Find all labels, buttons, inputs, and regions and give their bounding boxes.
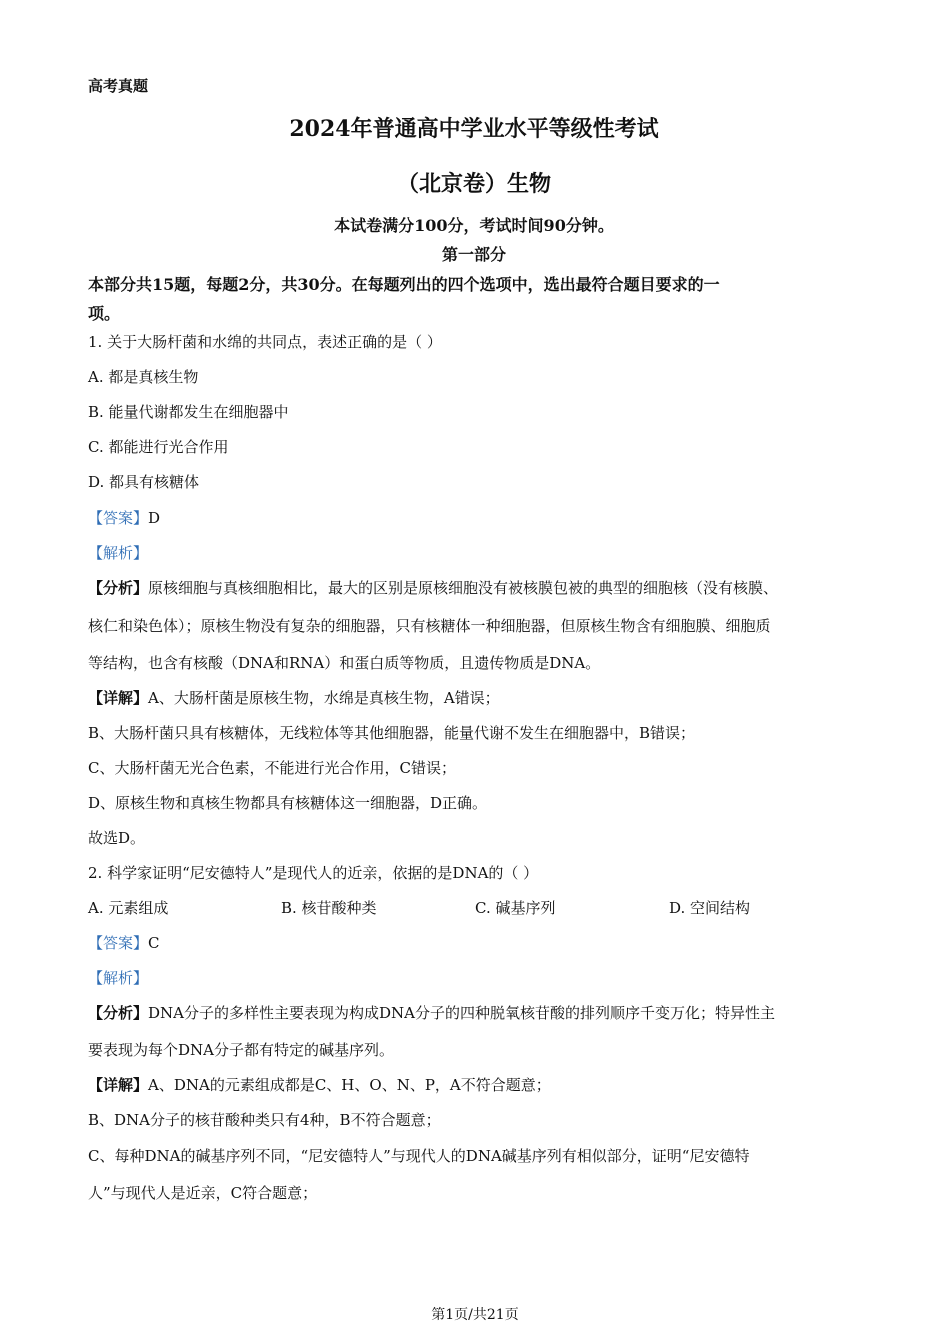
- q2-xiangjie-line-1: [88, 1075, 551, 1095]
- fenxi-text: 原核细胞与真核细胞相比，最大的区别是原核细胞没有被核膜包被的典型的细胞核（没有核膜、: [148, 579, 779, 597]
- q1-xiangjie-line-2: B、大肠杆菌只具有核糖体，无线粒体等其他细胞器，能量代谢不发生在细胞器中，B错误；: [88, 724, 696, 742]
- q1-xiangjie-line-1: [88, 688, 500, 708]
- q2-xiangjie-line-3: C、每种DNA的碱基序列不同，“尼安德特人”与现代人的DNA碱基序列有相似部分，证明“尼安德特: [88, 1147, 750, 1165]
- part-notice-line-1: 本部分共15题，每题2分，共30分。在每题列出的四个选项中，选出最符合题目要求的一: [88, 275, 720, 294]
- q1-option-c: C. 都能进行光合作用: [88, 438, 229, 456]
- q1-analysis-tag: 【解析】: [88, 544, 149, 562]
- q1-fenxi-line-3: 等结构，也含有核酸（DNA和RNA）和蛋白质等物质，且遗传物质是DNA。: [88, 654, 601, 672]
- answer-tag: 【答案】: [88, 509, 149, 527]
- q2-fenxi-line-1: [88, 1003, 775, 1023]
- exam-info: 本试卷满分100分，考试时间90分钟。: [334, 216, 614, 235]
- xiangjie-tag: 【详解】: [88, 689, 149, 707]
- q2-xiangjie-line-4: 人”与现代人是近亲，C符合题意；: [88, 1184, 318, 1202]
- part-notice-line-2: 项。: [88, 304, 121, 323]
- header-tag: 高考真题: [88, 77, 149, 95]
- q1-fenxi-line-1: [88, 578, 778, 598]
- fenxi-tag: 【分析】: [88, 1004, 149, 1022]
- q2-stem: 2. 科学家证明“尼安德特人”是现代人的近亲，依据的是DNA的（ ）: [88, 864, 539, 882]
- q1-option-a: A. 都是真核生物: [88, 368, 199, 386]
- page-footer: 第1页/共21页: [431, 1307, 519, 1323]
- q1-xiangjie-line-4: D、原核生物和真核生物都具有核糖体这一细胞器，D正确。: [88, 794, 488, 812]
- q1-stem: 1. 关于大肠杆菌和水绵的共同点，表述正确的是（ ）: [88, 333, 442, 351]
- answer-value: C: [148, 934, 160, 952]
- xiangjie-text: A、大肠杆菌是原核生物，水绵是真核生物，A错误；: [148, 689, 500, 707]
- xiangjie-text: A、DNA的元素组成都是C、H、O、N、P，A不符合题意；: [148, 1076, 551, 1094]
- q2-xiangjie-line-2: B、DNA分子的核苷酸种类只有4种，B不符合题意；: [88, 1111, 441, 1129]
- q2-answer: [88, 933, 160, 953]
- q1-option-d: D. 都具有核糖体: [88, 473, 200, 491]
- q2-option-b: B. 核苷酸种类: [281, 899, 377, 917]
- q2-option-c: C. 碱基序列: [475, 899, 556, 917]
- q1-option-b: B. 能量代谢都发生在细胞器中: [88, 403, 289, 421]
- q2-analysis-tag: 【解析】: [88, 969, 149, 987]
- page-title: 2024年普通高中学业水平等级性考试: [289, 116, 659, 142]
- q1-conclusion: 故选D。: [88, 829, 146, 847]
- fenxi-text: DNA分子的多样性主要表现为构成DNA分子的四种脱氧核苷酸的排列顺序千变万化；特异性主: [148, 1004, 775, 1022]
- q1-fenxi-line-2: 核仁和染色体）；原核生物没有复杂的细胞器，只有核糖体一种细胞器，但原核生物含有细胞膜、细胞质: [88, 617, 771, 635]
- part-title: 第一部分: [441, 245, 506, 264]
- q2-fenxi-line-2: 要表现为每个DNA分子都有特定的碱基序列。: [88, 1041, 394, 1059]
- q2-option-d: D. 空间结构: [669, 899, 751, 917]
- fenxi-tag: 【分析】: [88, 579, 149, 597]
- xiangjie-tag: 【详解】: [88, 1076, 149, 1094]
- answer-value: D: [148, 509, 161, 527]
- page-subtitle: （北京卷）生物: [396, 171, 551, 197]
- q1-answer: [88, 508, 160, 528]
- answer-tag: 【答案】: [88, 934, 149, 952]
- q2-option-a: A. 元素组成: [88, 899, 169, 917]
- q1-xiangjie-line-3: C、大肠杆菌无光合色素，不能进行光合作用，C错误；: [88, 759, 456, 777]
